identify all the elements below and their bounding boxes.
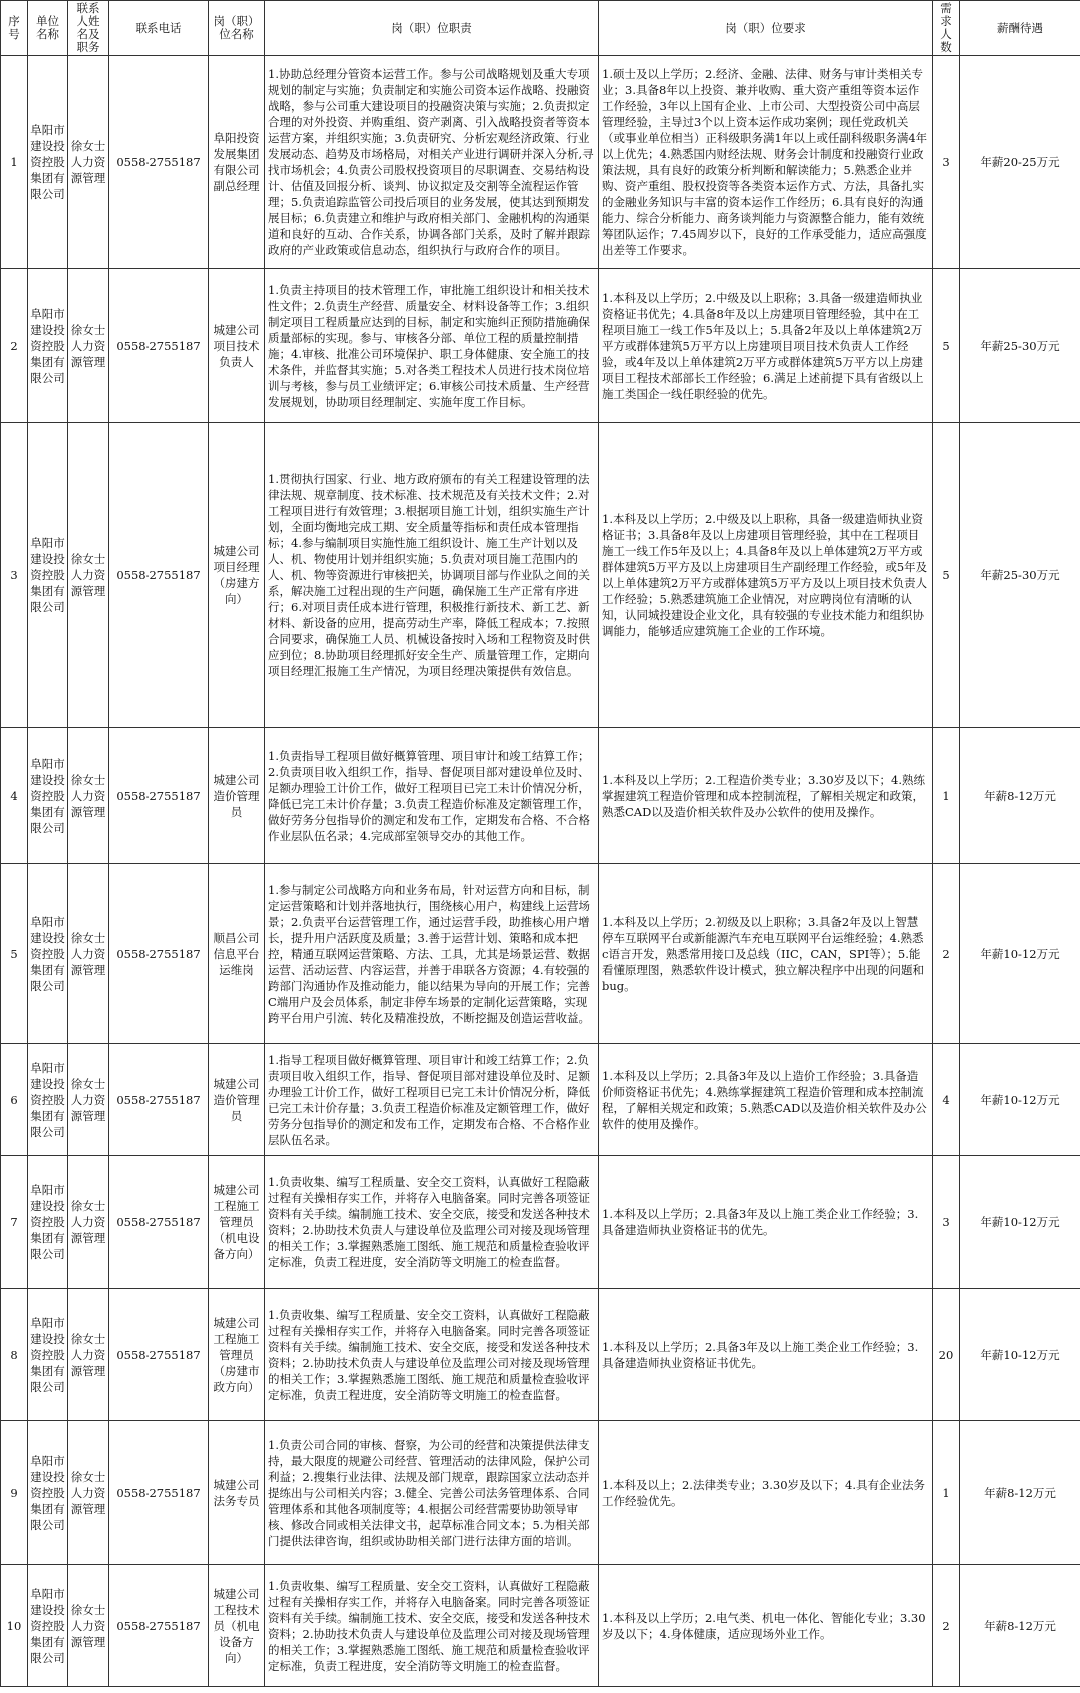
table-row: [1, 423, 1080, 728]
header-cell-unit: 单位名称: [28, 1, 68, 56]
position-requirements: 1.本科及以上学历；2.具备3年及以上施工类企业工作经验；3.具备建造师执业资格证书优先。: [599, 1289, 933, 1421]
position-duties: 1.负责收集、编写工程质量、安全交工资料，认真做好工程隐蔽过程有关操相存实工作，并将存入电脑备案。同时完善各项签证资料有关手续。编制施工技术、安全交底，接受和发送各种技术资料；2.协助技术负责人与建设单位及监理公司对接及现场管理的相关工作；3.掌握熟悉施工图纸、施工规范和质量检查验收评定标准，负责工程进度，安全消防等文明施工的检查监督。: [265, 1156, 599, 1289]
position-duties: 1.指导工程项目做好概算管理、项目审计和竣工结算工作；2.负责项目收入组织工作，指导、督促项目部对建设单位及时、足额办理验工计价工作，做好工程项目已完工未计价情况分析，降低已完工未计价存量；3.负责工程造价标准及定额管理工作，做好劳务分包指导价的测定和发布工作，定期发布合格、不合格作业层队伍名录。: [265, 1044, 599, 1156]
position-name: 城建公司法务专员: [209, 1421, 265, 1565]
unit-name: 阜阳市建设投资控股集团有限公司: [28, 1289, 68, 1421]
unit-name: 阜阳市建设投资控股集团有限公司: [28, 1565, 68, 1687]
table-row: [1, 728, 1080, 864]
headcount: 3: [933, 56, 960, 269]
position-name: 城建公司工程技术员（机电设备方向）: [209, 1565, 265, 1687]
unit-name: 阜阳市建设投资控股集团有限公司: [28, 1044, 68, 1156]
contact-person: 徐女士人力资源管理: [68, 728, 109, 864]
headcount: 4: [933, 1044, 960, 1156]
position-duties: 1.负责收集、编写工程质量、安全交工资料，认真做好工程隐蔽过程有关操相存实工作，并将存入电脑备案。同时完善各项签证资料有关手续。编制施工技术、安全交底，接受和发送各种技术资料；2.协助技术负责人与建设单位及监理公司对接及现场管理的相关工作；3.掌握熟悉施工图纸、施工规范和质量检查验收评定标准，负责工程进度，安全消防等文明施工的检查监督。: [265, 1565, 599, 1687]
salary: 年薪10-12万元: [960, 864, 1080, 1044]
contact-phone: 0558-2755187: [109, 56, 209, 269]
unit-name: 阜阳市建设投资控股集团有限公司: [28, 728, 68, 864]
salary: 年薪10-12万元: [960, 1289, 1080, 1421]
headcount: 2: [933, 864, 960, 1044]
position-name: 城建公司项目经理（房建方向）: [209, 423, 265, 728]
position-requirements: 1.硕士及以上学历；2.经济、金融、法律、财务与审计类相关专业；3.具备8年以上投资、兼并收购、重大资产重组等资本运作工作经验，3年以上国有企业、上市公司、大型投资公司中高层管理经验，主导过3个以上资本运作成功案例；现任党政机关（或事业单位相当）正科级职务满1年以上或任副科级职务满4年以上优先；4.熟悉国内财经法规、财务会计制度和投融资行业政策法规，具有良好的政策分析判断和解读能力；5.熟悉企业并购、资产重组、股权投资等各类资本运作方式、方法，具备扎实的金融业务知识与丰富的资本运作工作经历；6.具有良好的沟通能力、综合分析能力、商务谈判能力与资源整合能力，能有效统筹团队运作；7.45周岁以下，良好的工作承受能力，适应高强度出差等工作要求。: [599, 56, 933, 269]
position-requirements: 1.本科及以上学历；2.初级及以上职称；3.具备2年及以上智慧停车互联网平台或新能源汽车充电互联网平台运维经验；4.熟悉c语言开发，熟悉常用接口及总线（IIC，CAN，SPI等）；5.能看懂原理图，熟悉软件设计模式，独立解决程序中出现的问题和bug。: [599, 864, 933, 1044]
table-row: [1, 864, 1080, 1044]
table-row: [1, 269, 1080, 423]
salary: 年薪8-12万元: [960, 1565, 1080, 1687]
headcount: 1: [933, 728, 960, 864]
row-number: 7: [1, 1156, 28, 1289]
row-number: 8: [1, 1289, 28, 1421]
header-cell-position: 岗（职）位名称: [209, 1, 265, 56]
header-cell-contact: 联系人姓名及职务: [68, 1, 109, 56]
position-duties: 1.参与制定公司战略方向和业务布局，针对运营方向和目标，制定运营策略和计划并落地执行，围绕核心用户，构建线上运营场景；2.负责平台运营管理工作，通过运营手段，助推核心用户增长，提升用户活跃度及质量；3.善于运营计划、策略和成本把控，精通互联网运营策略、方法、工具，尤其是场景运营、数据运营、活动运营、内容运营，并善于串联各方资源；4.有较强的跨部门沟通协作及推动能力，能以结果为导向的开展工作；完善C端用户及会员体系，制定非停车场景的定制化运营策略，实现跨平台用户引流、转化及精准投放，不断挖掘及创造运营收益。: [265, 864, 599, 1044]
contact-person: 徐女士人力资源管理: [68, 1565, 109, 1687]
salary: 年薪10-12万元: [960, 1044, 1080, 1156]
row-number: 10: [1, 1565, 28, 1687]
position-duties: 1.贯彻执行国家、行业、地方政府颁布的有关工程建设管理的法律法规、规章制度、技术标准、技术规范及有关技术文件；2.对工程项目进行有效管理；3.根据项目施工计划，组织实施生产计划，全面均衡地完成工期、安全质量等指标和责任成本管理指标；4.参与编制项目实施性施工组织设计、施工生产计划以及人、机、物使用计划并组织实施；5.负责对项目施工范围内的人、机、物等资源进行审核把关，协调项目部与作业队之间的关系，解决施工过程出现的生产问题，确保施工生产正常有序进行；6.对项目责任成本进行管理，积极推行新技术、新工艺、新材料、新设备的应用，提高劳动生产率，降低工程成本；7.按照合同要求，确保施工人员、机械设备按时入场和工程物资及时供应到位；8.协助项目经理抓好安全生产、质量管理工作，定期向项目经理汇报施工生产情况，为项目经理决策提供有效信息。: [265, 423, 599, 728]
contact-phone: 0558-2755187: [109, 1289, 209, 1421]
position-requirements: 1.本科及以上；2.法律类专业；3.30岁及以下；4.具有企业法务工作经验优先。: [599, 1421, 933, 1565]
position-duties: 1.负责公司合同的审核、督察，为公司的经营和决策提供法律支持，最大限度的规避公司经营、管理活动的法律风险，保护公司利益；2.搜集行业法律、法规及部门规章，跟踪国家立法动态并提练出与公司相关内容；3.健全、完善公司法务管理体系、合同管理体系和其他各项制度等；4.根据公司经营需要协助领导审核、修改合同或相关法律文书，起草标准合同文本；5.为相关部门提供法律咨询，组织或协助相关部门进行法律方面的培训。: [265, 1421, 599, 1565]
salary: 年薪25-30万元: [960, 269, 1080, 423]
position-name: 城建公司造价管理员: [209, 728, 265, 864]
salary: 年薪8-12万元: [960, 1421, 1080, 1565]
header-cell-requirements: 岗（职）位要求: [599, 1, 933, 56]
table-row: [1, 56, 1080, 269]
row-number: 4: [1, 728, 28, 864]
contact-phone: 0558-2755187: [109, 1156, 209, 1289]
headcount: 5: [933, 423, 960, 728]
table-row: [1, 1289, 1080, 1421]
position-name: 城建公司造价管理员: [209, 1044, 265, 1156]
contact-phone: 0558-2755187: [109, 423, 209, 728]
contact-phone: 0558-2755187: [109, 728, 209, 864]
contact-phone: 0558-2755187: [109, 1044, 209, 1156]
unit-name: 阜阳市建设投资控股集团有限公司: [28, 1156, 68, 1289]
contact-person: 徐女士人力资源管理: [68, 1044, 109, 1156]
contact-person: 徐女士人力资源管理: [68, 1421, 109, 1565]
headcount: 2: [933, 1565, 960, 1687]
position-duties: 1.负责指导工程项目做好概算管理、项目审计和竣工结算工作；2.负责项目收入组织工作，指导、督促项目部对建设单位及时、足额办理验工计价工作，做好工程项目已完工未计价情况分析，降低已完工未计价存量；3.负责工程造价标准及定额管理工作，做好劳务分包指导价的测定和发布工作，定期发布合格、不合格作业层队伍名录；4.完成部室领导交办的其他工作。: [265, 728, 599, 864]
table-body: [1, 56, 1080, 1687]
salary: 年薪20-25万元: [960, 56, 1080, 269]
position-name: 顺昌公司信息平台运维岗: [209, 864, 265, 1044]
position-duties: 1.负责收集、编写工程质量、安全交工资料，认真做好工程隐蔽过程有关操相存实工作，并将存入电脑备案。同时完善各项签证资料有关手续。编制施工技术、安全交底，接受和发送各种技术资料；2.协助技术负责人与建设单位及监理公司对接及现场管理的相关工作；3.掌握熟悉施工图纸、施工规范和质量检查验收评定标准，负责工程进度，安全消防等文明施工的检查监督。: [265, 1289, 599, 1421]
header-cell-phone: 联系电话: [109, 1, 209, 56]
header-cell-no: 序号: [1, 1, 28, 56]
unit-name: 阜阳市建设投资控股集团有限公司: [28, 864, 68, 1044]
position-name: 城建公司工程施工管理员（房建市政方向）: [209, 1289, 265, 1421]
table-row: [1, 1565, 1080, 1687]
salary: 年薪8-12万元: [960, 728, 1080, 864]
contact-phone: 0558-2755187: [109, 1421, 209, 1565]
contact-person: 徐女士人力资源管理: [68, 864, 109, 1044]
header-cell-salary: 薪酬待遇: [960, 1, 1080, 56]
row-number: 6: [1, 1044, 28, 1156]
salary: 年薪10-12万元: [960, 1156, 1080, 1289]
table-row: [1, 1044, 1080, 1156]
contact-person: 徐女士人力资源管理: [68, 423, 109, 728]
header-cell-count: 需求人数: [933, 1, 960, 56]
row-number: 1: [1, 56, 28, 269]
position-name: 阜阳投资发展集团有限公司副总经理: [209, 56, 265, 269]
table-row: [1, 1421, 1080, 1565]
row-number: 2: [1, 269, 28, 423]
row-number: 9: [1, 1421, 28, 1565]
contact-person: 徐女士人力资源管理: [68, 56, 109, 269]
contact-phone: 0558-2755187: [109, 1565, 209, 1687]
headcount: 20: [933, 1289, 960, 1421]
contact-phone: 0558-2755187: [109, 864, 209, 1044]
row-number: 3: [1, 423, 28, 728]
table-header: [1, 1, 1080, 56]
unit-name: 阜阳市建设投资控股集团有限公司: [28, 269, 68, 423]
position-name: 城建公司工程施工管理员（机电设备方向）: [209, 1156, 265, 1289]
contact-person: 徐女士人力资源管理: [68, 1156, 109, 1289]
unit-name: 阜阳市建设投资控股集团有限公司: [28, 56, 68, 269]
contact-person: 徐女士人力资源管理: [68, 1289, 109, 1421]
headcount: 3: [933, 1156, 960, 1289]
position-requirements: 1.本科及以上学历；2.中级及以上职称；3.具备一级建造师执业资格证书优先；4.具备8年及以上房建项目管理经验，其中在工程项目施工一线工作5年及以上；5.具备2年及以上单体建筑2万平方或群体建筑5万平方以上房建项目项目技术负责人工作经验，或4年及以上单体建筑2万平方或群体建筑5万平方以上房建项目工程技术部部长工作经验；6.满足上述前提下具有省级以上施工类国企一线任职经验的优先。: [599, 269, 933, 423]
header-row: [1, 1, 1080, 56]
position-requirements: 1.本科及以上学历；2.具备3年及以上施工类企业工作经验；3.具备建造师执业资格证书的优先。: [599, 1156, 933, 1289]
row-number: 5: [1, 864, 28, 1044]
headcount: 5: [933, 269, 960, 423]
position-duties: 1.负责主持项目的技术管理工作，审批施工组织设计和相关技术性文件；2.负责生产经营、质量安全、材料设备等工作；3.组织制定项目工程质量应达到的目标，制定和实施纠正预防措施确保质量部标的实现。参与、审核各分部、单位工程的质量控制措施；4.审核、批准公司环境保护、职工身体健康、安全施工的技术条件，并监督其实施；5.对各类工程技术人员进行技术岗位培训与考核，参与员工业绩评定；6.审核公司技术质量、生产经营发展规划，协助项目经理制定、实施年度工作目标。: [265, 269, 599, 423]
headcount: 1: [933, 1421, 960, 1565]
header-cell-duties: 岗（职）位职责: [265, 1, 599, 56]
unit-name: 阜阳市建设投资控股集团有限公司: [28, 1421, 68, 1565]
position-requirements: 1.本科及以上学历；2.中级及以上职称，具备一级建造师执业资格证书；3.具备8年及以上房建项目管理经验，其中在工程项目施工一线工作5年及以上；4.具备8年及以上单体建筑2万平方或群体建筑5万平方及以上房建项目生产副经理工作经验，或5年及以上单体建筑2万平方或群体建筑5万平方及以上项目技术负责人工作经验；5.熟悉建筑施工企业情况，对应聘岗位有清晰的认知，认同城投建设企业文化，具有较强的专业技术能力和组织协调能力，能够适应建筑施工企业的工作环境。: [599, 423, 933, 728]
salary: 年薪25-30万元: [960, 423, 1080, 728]
position-requirements: 1.本科及以上学历；2.工程造价类专业；3.30岁及以下；4.熟练掌握建筑工程造价管理和成本控制流程，了解相关规定和政策，熟悉CAD以及造价相关软件及办公软件的使用及操作。: [599, 728, 933, 864]
position-name: 城建公司项目技术负责人: [209, 269, 265, 423]
table-row: [1, 1156, 1080, 1289]
contact-person: 徐女士人力资源管理: [68, 269, 109, 423]
position-requirements: 1.本科及以上学历；2.具备3年及以上造价工作经验；3.具备造价师资格证书优先；4.熟练掌握建筑工程造价管理和成本控制流程，了解相关规定和政策；5.熟悉CAD以及造价相关软件及办公软件的使用及操作。: [599, 1044, 933, 1156]
position-requirements: 1.本科及以上学历；2.电气类、机电一体化、智能化专业；3.30岁及以下；4.身体健康，适应现场外业工作。: [599, 1565, 933, 1687]
position-duties: 1.协助总经理分管资本运营工作。参与公司战略规划及重大专项规划的制定与实施；负责制定和实施公司资本运作战略、投融资战略，参与公司重大建设项目的投融资决策与实施；2.负责拟定合理的对外投资、并购重组、资产剥离、引入战略投资者等资本运营方案，并组织实施；3.负责研究、分析宏观经济政策、行业发展动态、趋势及市场格局，对相关产业进行调研并深入分析,寻找市场机会；4.负责公司股权投资项目的尽职调查、交易结构设计、估值及回报分析、谈判、协议拟定及交割等全流程运作管理；5.负责追踪监管公司投后项目的业务发展，使其达到预期发展目标；6.负责建立和维护与政府相关部门、金融机构的沟通渠道和良好的互动、合作关系，协调各部门关系，及时了解并跟踪政府的产业政策或信息动态，组织执行与政府合作的项目。: [265, 56, 599, 269]
unit-name: 阜阳市建设投资控股集团有限公司: [28, 423, 68, 728]
contact-phone: 0558-2755187: [109, 269, 209, 423]
